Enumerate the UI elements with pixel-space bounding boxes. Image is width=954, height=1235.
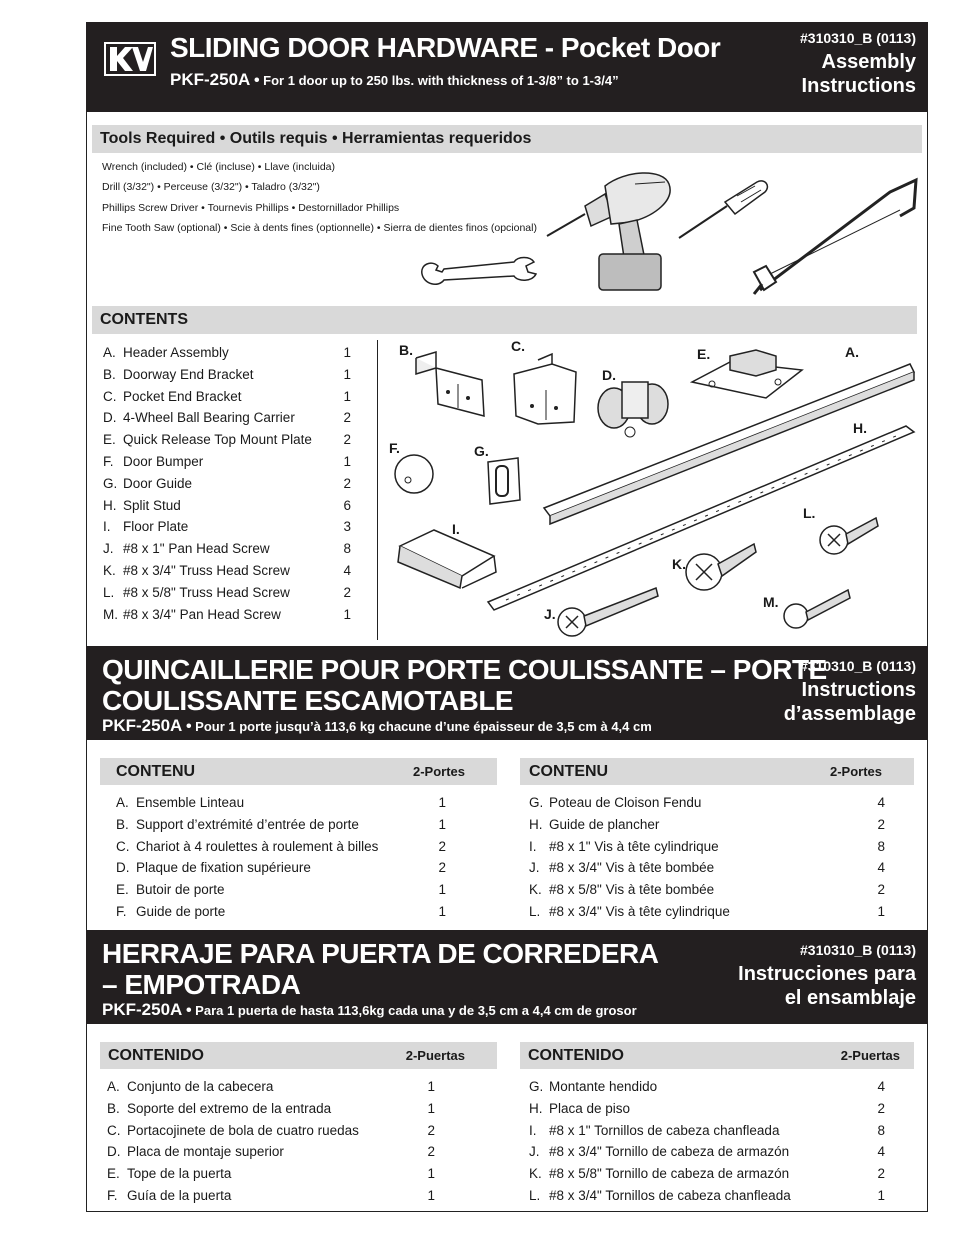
part-label-f: F.: [389, 440, 400, 456]
part-label-e: E.: [697, 346, 711, 362]
item-quantity: 8: [877, 1122, 885, 1138]
tool-item: Wrench (included) • Clé (incluse) • Llave (incluida): [102, 161, 335, 173]
contents-heading-es-left: [100, 1042, 497, 1069]
item-name: Pocket End Bracket: [123, 388, 242, 404]
item-name: Plaque de fixation supérieure: [136, 860, 311, 876]
item-letter: H.: [103, 497, 117, 513]
item-letter: F.: [107, 1187, 118, 1203]
item-quantity: 2: [877, 816, 885, 832]
item-letter: I.: [529, 838, 537, 854]
contents-list-en: [103, 342, 353, 625]
part-label-b: B.: [399, 342, 413, 358]
item-quantity: 2: [438, 838, 446, 854]
divider: [377, 340, 378, 640]
text-line: QUINCAILLERIE POUR PORTE COULISSANTE – PORTE: [102, 654, 827, 685]
tools-heading: Tools Required • Outils requis • Herramientas requeridos: [92, 125, 922, 153]
doc-code-fr: #310310_B (0113): [800, 658, 916, 674]
item-name: Door Guide: [123, 475, 193, 491]
item-quantity: 8: [877, 838, 885, 854]
part-label-m: M.: [763, 594, 779, 610]
model-en: PKF-250A: [170, 70, 251, 89]
item-name: Split Stud: [123, 497, 181, 513]
title-en: SLIDING DOOR HARDWARE - Pocket Door: [170, 32, 721, 63]
item-quantity: 1: [343, 453, 351, 469]
item-quantity: 1: [343, 606, 351, 622]
subtitle-es: [102, 1000, 637, 1020]
list-item: [103, 516, 353, 538]
text-line: el ensamblaje: [784, 987, 916, 1009]
door-guide-icon: [482, 456, 524, 506]
tools-list: [102, 157, 537, 238]
contents-heading-fr-left: [100, 758, 497, 785]
item-quantity: 1: [427, 1187, 435, 1203]
item-letter: E.: [107, 1166, 120, 1182]
item-letter: E.: [116, 882, 129, 898]
item-letter: H.: [529, 1100, 543, 1116]
kv-logo: [104, 42, 156, 76]
item-name: Portacojinete de bola de cuatro ruedas: [127, 1122, 359, 1138]
tool-item: Phillips Screw Driver • Tournevis Phillips • Destornillador Phillips: [102, 201, 400, 214]
part-label-a: A.: [845, 344, 859, 360]
item-letter: L.: [103, 584, 115, 600]
item-quantity: 1: [877, 1187, 885, 1203]
item-letter: F.: [103, 453, 114, 469]
item-name: #8 x 1" Pan Head Screw: [123, 541, 270, 557]
item-letter: I.: [529, 1122, 537, 1138]
text-span: 2-Portes: [412, 764, 465, 779]
truss-screw-large-icon: [682, 534, 758, 594]
instructions-en: [800, 30, 916, 98]
item-quantity: 3: [343, 519, 351, 535]
list-item: [103, 495, 353, 517]
model-es: PKF-250A: [102, 1000, 183, 1019]
text-span: CONTENU: [529, 763, 609, 780]
item-letter: J.: [103, 541, 114, 557]
item-quantity: 8: [343, 541, 351, 557]
list-item: [103, 604, 353, 626]
item-letter: B.: [103, 366, 116, 382]
item-name: Guide de porte: [136, 903, 226, 919]
item-quantity: 1: [438, 903, 446, 919]
item-quantity: 2: [343, 432, 351, 448]
model-fr: PKF-250A: [102, 716, 183, 735]
header-fr: [86, 646, 928, 740]
header-en: [86, 22, 928, 112]
part-label-i: I.: [452, 521, 460, 537]
item-name: Placa de piso: [549, 1100, 631, 1116]
subtitle-fr: [102, 716, 652, 736]
part-label-l: L.: [803, 505, 816, 521]
item-name: #8 x 3/4" Truss Head Screw: [123, 562, 290, 578]
item-letter: E.: [103, 432, 116, 448]
item-quantity: 4: [343, 562, 351, 578]
text-span: •: [253, 72, 260, 89]
text-span: CONTENU: [116, 763, 196, 780]
text-line: HERRAJE PARA PUERTA DE CORREDERA: [102, 938, 659, 969]
item-quantity: 2: [343, 410, 351, 426]
item-quantity: 1: [343, 366, 351, 382]
list-item: [103, 342, 353, 364]
item-quantity: 2: [438, 860, 446, 876]
text-span: 2-Puertas: [405, 1048, 465, 1063]
item-quantity: 2: [877, 882, 885, 898]
item-letter: L.: [529, 903, 541, 919]
part-label-c: C.: [511, 338, 525, 354]
item-quantity: 4: [877, 795, 885, 810]
item-name: Doorway End Bracket: [123, 366, 254, 382]
item-name: #8 x 3/4" Vis à tête cylindrique: [549, 903, 730, 919]
part-label-k: K.: [672, 556, 686, 572]
doc-code-en: #310310_B (0113): [800, 30, 916, 46]
truss-screw-small-icon: [818, 508, 880, 558]
pan-head-screw-small-icon: [782, 586, 852, 630]
item-quantity: 1: [877, 903, 885, 919]
text-span: For 1 door up to 250 lbs. with thickness of 1-3/8” to 1-3/4”: [263, 73, 619, 88]
item-letter: F.: [116, 903, 127, 919]
item-quantity: 1: [438, 795, 446, 810]
item-quantity: 1: [438, 816, 446, 832]
item-name: #8 x 3/4" Pan Head Screw: [123, 606, 281, 622]
instructions-es: [738, 942, 916, 1010]
text-line: Assembly: [821, 51, 916, 73]
item-letter: J.: [529, 1144, 540, 1160]
item-name: Tope de la puerta: [127, 1166, 232, 1182]
item-quantity: 6: [343, 497, 351, 513]
item-letter: M.: [103, 606, 118, 622]
pan-head-screw-large-icon: [556, 584, 660, 640]
saw-icon: [740, 176, 920, 298]
item-letter: C.: [103, 388, 117, 404]
item-name: Poteau de Cloison Fendu: [549, 795, 702, 810]
drill-icon: [545, 164, 675, 294]
text-span: Pour 1 porte jusqu’à 113,6 kg chacune d’une épaisseur de 3,5 cm à 4,4 cm: [195, 719, 652, 734]
item-letter: I.: [103, 519, 111, 535]
contents-heading-en: CONTENTS: [92, 306, 917, 334]
contents-heading-es-right: [520, 1042, 914, 1069]
item-letter: K.: [103, 562, 116, 578]
item-name: Butoir de porte: [136, 882, 225, 898]
door-bumper-icon: [392, 450, 438, 496]
list-item: [103, 473, 353, 495]
item-quantity: 1: [427, 1079, 435, 1094]
text-span: Para 1 puerta de hasta 113,6kg cada una y de 3,5 cm a 4,4 cm de grosor: [195, 1003, 637, 1018]
item-name: #8 x 5/8" Vis à tête bombée: [549, 882, 715, 898]
doc-code-es: #310310_B (0113): [800, 942, 916, 958]
text-span: •: [185, 1002, 192, 1019]
item-quantity: 4: [877, 1079, 885, 1094]
item-letter: G.: [103, 475, 118, 491]
item-letter: L.: [529, 1187, 541, 1203]
item-quantity: 1: [427, 1166, 435, 1182]
text-line: d’assemblage: [783, 703, 916, 725]
text-line: COULISSANTE ESCAMOTABLE: [102, 685, 514, 716]
item-name: Ensemble Linteau: [136, 795, 245, 810]
part-label-g: G.: [474, 443, 489, 459]
item-quantity: 1: [427, 1100, 435, 1116]
list-item: [103, 582, 353, 604]
list-item: [103, 364, 353, 386]
item-quantity: 1: [343, 345, 351, 360]
text-span: 2-Portes: [829, 764, 882, 779]
item-name: #8 x 3/4" Tornillo de cabeza de armazón: [549, 1144, 790, 1160]
text-line: Instrucciones para: [738, 963, 916, 985]
item-quantity: 4: [877, 860, 885, 876]
item-letter: D.: [103, 410, 117, 426]
item-name: #8 x 1" Vis à tête cylindrique: [549, 838, 719, 854]
item-quantity: 2: [877, 1166, 885, 1182]
item-letter: H.: [529, 816, 543, 832]
item-letter: J.: [529, 860, 540, 876]
item-letter: C.: [107, 1122, 121, 1138]
part-label-h: H.: [853, 420, 867, 436]
contents-heading-fr-right: [520, 758, 914, 785]
item-name: Conjunto de la cabecera: [127, 1079, 274, 1094]
item-quantity: 4: [877, 1144, 885, 1160]
title-fr: [102, 654, 827, 716]
item-name: #8 x 3/4" Tornillos de cabeza chanfleada: [549, 1187, 791, 1203]
subtitle-en: [170, 70, 619, 90]
header-es: [86, 930, 928, 1024]
list-item: [103, 538, 353, 560]
list-item: [103, 560, 353, 582]
text-line: Instructions: [801, 679, 916, 701]
text-span: •: [185, 718, 192, 735]
item-letter: K.: [529, 882, 542, 898]
item-name: Header Assembly: [123, 345, 229, 360]
text-line: – EMPOTRADA: [102, 969, 301, 1000]
item-name: Chariot à 4 roulettes à roulement à billes: [136, 838, 379, 854]
item-letter: A.: [103, 345, 116, 360]
item-name: #8 x 5/8" Truss Head Screw: [123, 584, 290, 600]
item-letter: G.: [529, 795, 544, 810]
list-item: [103, 429, 353, 451]
item-quantity: 1: [438, 882, 446, 898]
item-quantity: 2: [343, 584, 351, 600]
part-label-j: J.: [544, 606, 556, 622]
text-span: CONTENIDO: [108, 1047, 204, 1064]
item-letter: G.: [529, 1079, 544, 1094]
list-item: [103, 386, 353, 408]
doorway-end-bracket-icon: [412, 348, 488, 420]
title-es: [102, 938, 659, 1000]
item-name: Soporte del extremo de la entrada: [127, 1100, 332, 1116]
item-name: Placa de montaje superior: [127, 1144, 284, 1160]
item-letter: K.: [529, 1166, 542, 1182]
item-name: Floor Plate: [123, 519, 189, 535]
tool-item: Fine Tooth Saw (optional) • Scie à dents fines (optionnelle) • Sierra de dientes finos (opcional): [102, 221, 537, 234]
item-name: 4-Wheel Ball Bearing Carrier: [123, 410, 295, 426]
item-quantity: 2: [877, 1100, 885, 1116]
item-letter: A.: [116, 795, 129, 810]
item-letter: B.: [116, 816, 129, 832]
floor-plate-icon: [396, 522, 500, 592]
item-letter: B.: [107, 1100, 120, 1116]
tool-item: Drill (3/32") • Perceuse (3/32") • Taladro (3/32"): [102, 181, 320, 194]
item-letter: A.: [107, 1079, 120, 1094]
text-span: 2-Puertas: [840, 1048, 900, 1063]
item-quantity: 1: [343, 388, 351, 404]
text-line: Instructions: [801, 75, 916, 97]
instructions-fr: [784, 658, 916, 726]
wrench-icon: [418, 252, 538, 292]
part-label-d: D.: [602, 367, 616, 383]
item-name: Guía de la puerta: [127, 1187, 232, 1203]
item-letter: C.: [116, 838, 130, 854]
text-span: CONTENIDO: [528, 1047, 624, 1064]
list-item: [103, 451, 353, 473]
item-name: Guide de plancher: [549, 816, 660, 832]
item-name: #8 x 1" Tornillos de cabeza chanfleada: [549, 1122, 780, 1138]
list-item: [103, 407, 353, 429]
item-quantity: 2: [427, 1122, 435, 1138]
item-quantity: 2: [343, 475, 351, 491]
item-letter: D.: [107, 1144, 121, 1160]
item-name: #8 x 3/4" Vis à tête bombée: [549, 860, 715, 876]
item-quantity: 2: [427, 1144, 435, 1160]
item-name: Montante hendido: [549, 1079, 658, 1094]
item-name: Quick Release Top Mount Plate: [123, 432, 312, 448]
item-name: Support d’extrémité d’entrée de porte: [136, 816, 359, 832]
item-letter: D.: [116, 860, 130, 876]
item-name: #8 x 5/8" Tornillo de cabeza de armazón: [549, 1166, 790, 1182]
item-name: Door Bumper: [123, 453, 204, 469]
